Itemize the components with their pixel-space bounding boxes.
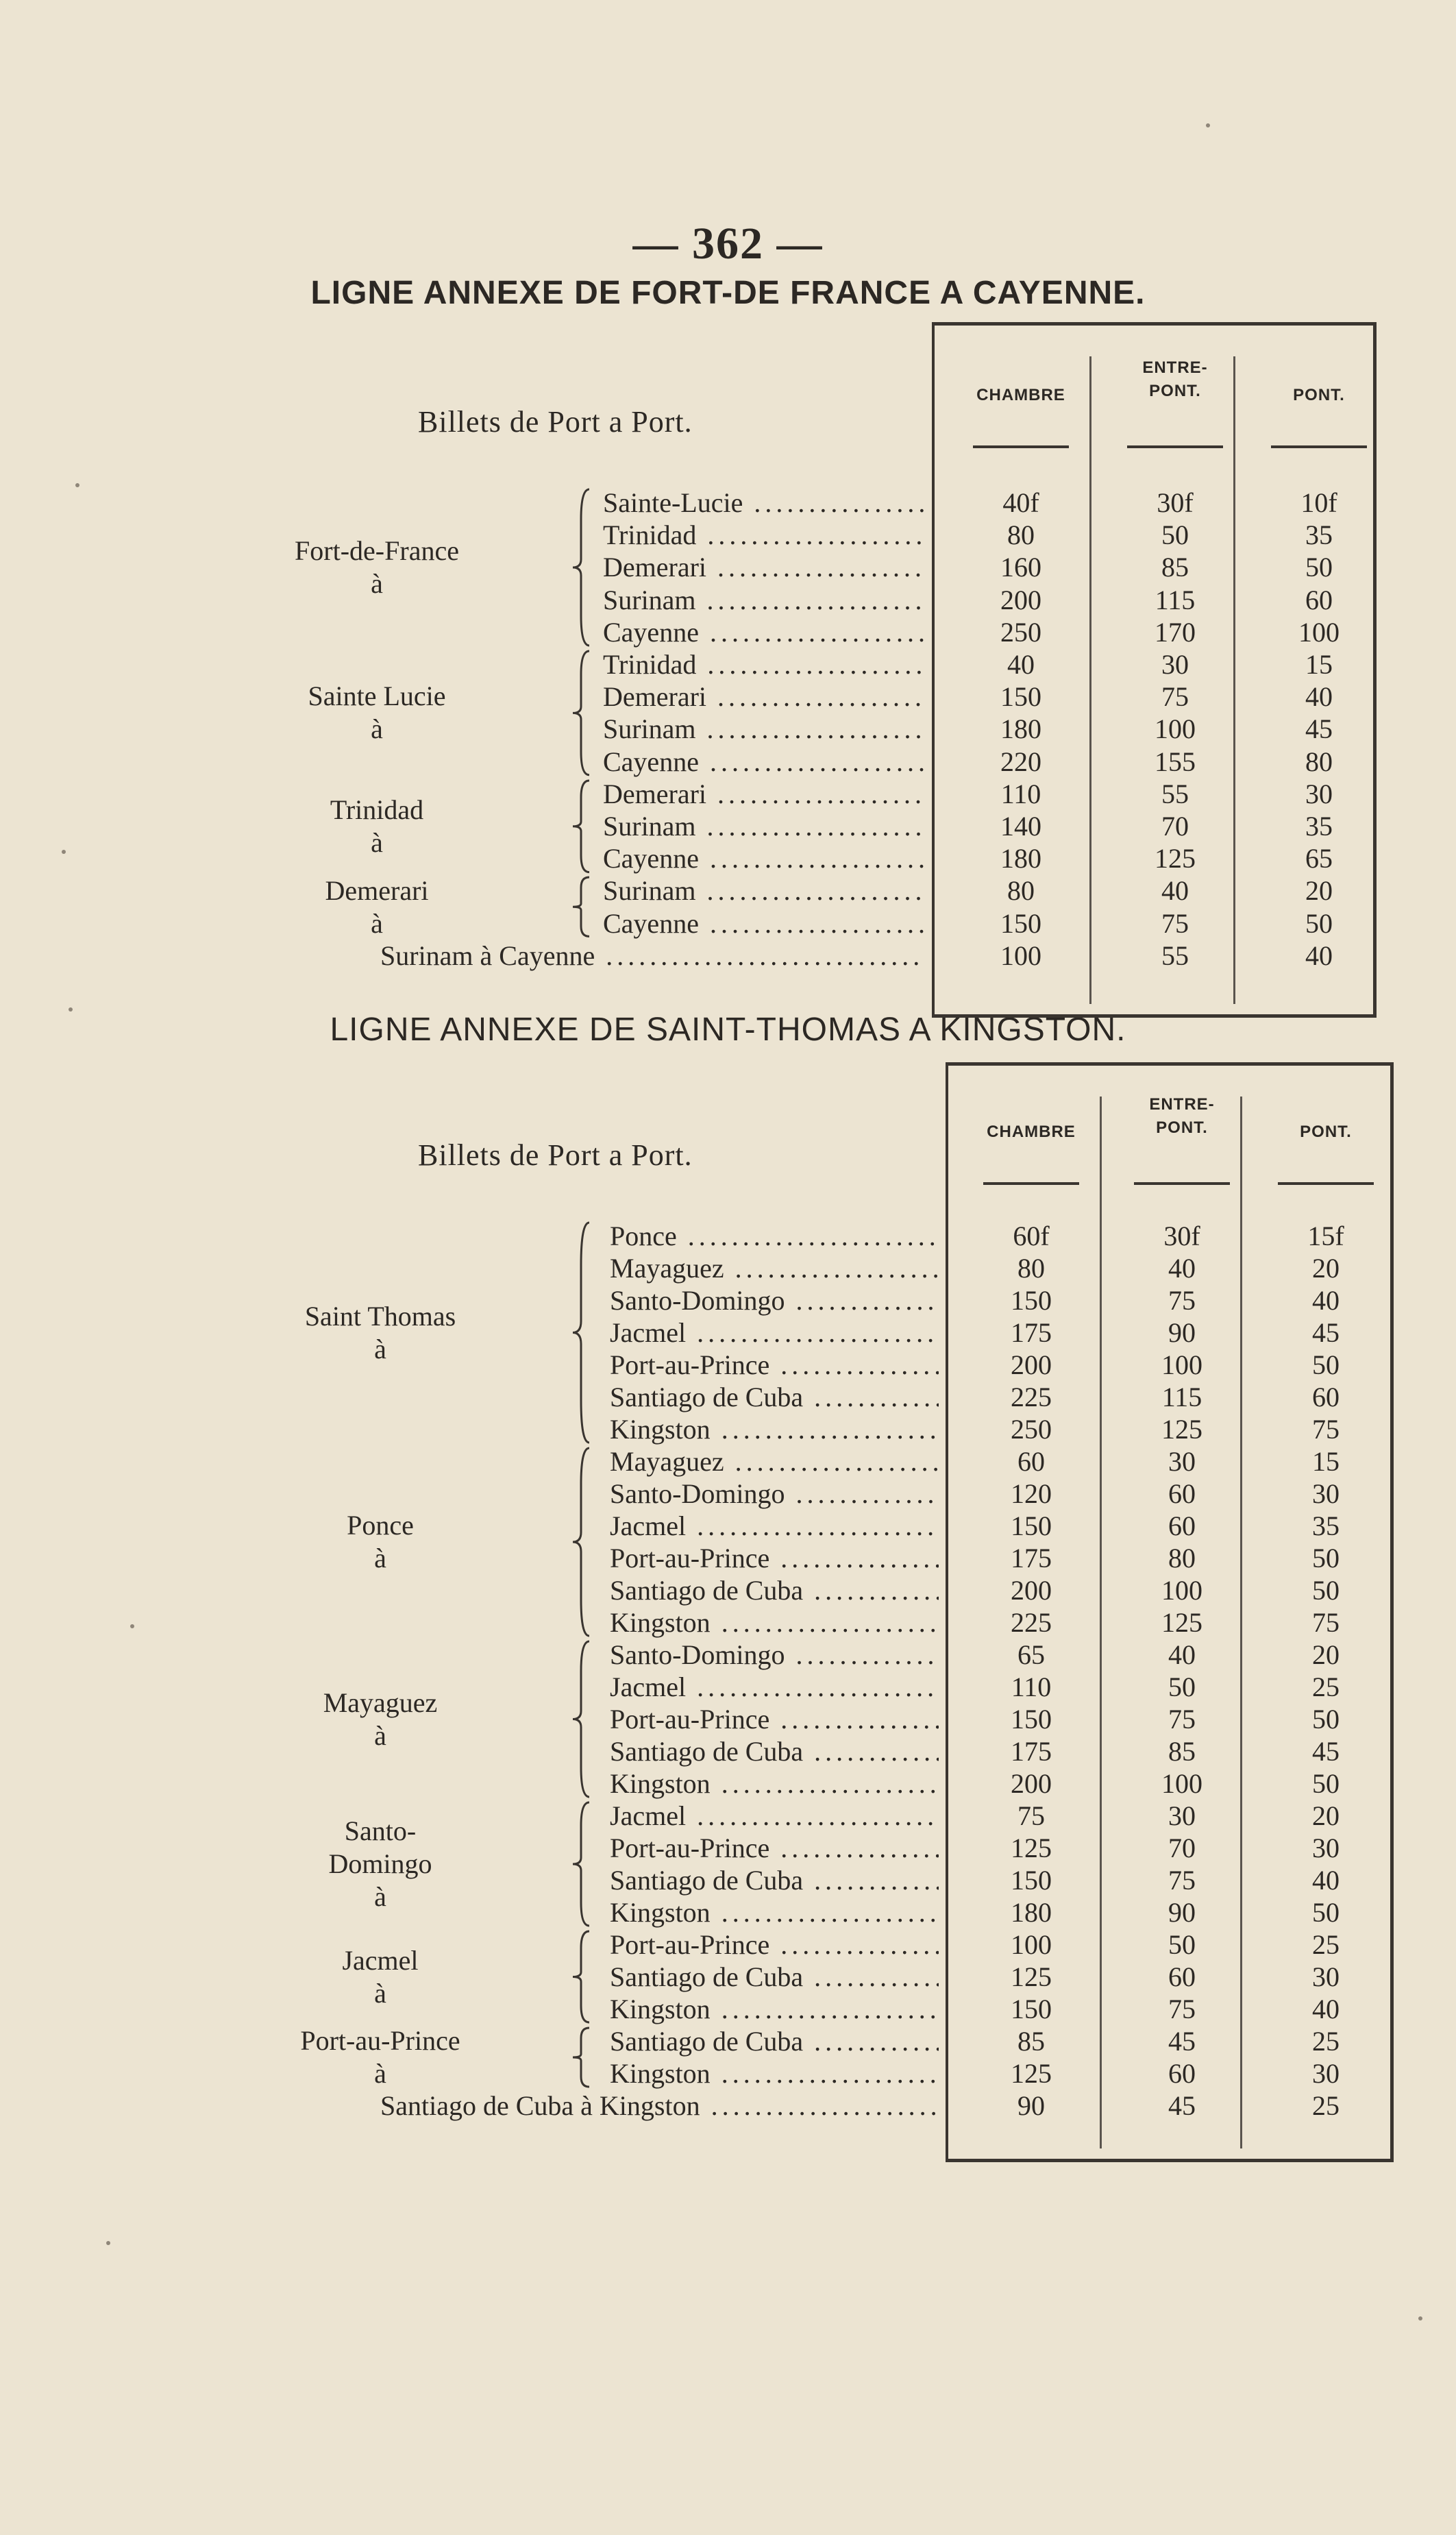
fare-chambre: 150 [1011, 1994, 1052, 2024]
destination-name: Port-au-Prince ..... [610, 1349, 939, 1382]
fare-pont: 40 [1312, 1865, 1340, 1896]
fare-chambre: 60 [1017, 1446, 1045, 1477]
header-rule [983, 1182, 1079, 1185]
destination-name: Kingston ..... [610, 1413, 939, 1446]
column-rule [1233, 356, 1235, 1004]
fare-entrepont: 30 [1161, 649, 1189, 680]
column-rule [1089, 356, 1091, 1004]
fare-pont: 30 [1312, 1478, 1340, 1509]
fare-entrepont: 75 [1168, 1865, 1196, 1896]
paper-speck [1418, 2316, 1422, 2320]
fare-entrepont: 75 [1161, 907, 1189, 939]
paper-speck [69, 1007, 73, 1012]
fare-chambre: 100 [1000, 940, 1041, 971]
fare-entrepont: 75 [1168, 1994, 1196, 2024]
origin-port: Santo- Domingo à [328, 1815, 432, 1912]
fare-pont: 45 [1312, 1736, 1340, 1767]
column-rule [1100, 1097, 1102, 2148]
fare-entrepont: 100 [1161, 1575, 1202, 1606]
fare-entrepont: 50 [1168, 1671, 1196, 1702]
destination-name: Cayenne ..... [603, 746, 925, 779]
fare-entrepont: 85 [1161, 552, 1189, 583]
fare-pont: 20 [1312, 1253, 1340, 1284]
route-label: Surinam à Cayenne ..... [380, 940, 925, 972]
origin-port: Jacmel à [342, 1944, 419, 2009]
fare-entrepont: 90 [1168, 1317, 1196, 1348]
group-brace [569, 874, 596, 939]
fare-entrepont: 55 [1161, 940, 1189, 971]
fare-entrepont: 30 [1168, 1800, 1196, 1831]
paper-speck [130, 1624, 134, 1628]
brace-path [573, 877, 589, 936]
fare-entrepont: 60 [1168, 1510, 1196, 1541]
destination-name: Santo-Domingo ..... [610, 1284, 939, 1317]
fare-chambre: 225 [1011, 1607, 1052, 1638]
fare-chambre: 110 [1000, 778, 1041, 809]
group-brace [569, 1928, 596, 2025]
origin-port: Demerari à [325, 874, 429, 939]
fare-entrepont: 30 [1168, 1446, 1196, 1477]
fare-entrepont: 50 [1161, 519, 1189, 551]
fare-pont: 50 [1305, 552, 1333, 583]
column-header-chambre: CHAMBRE [976, 386, 1065, 404]
fare-pont: 50 [1305, 907, 1333, 939]
destination-name: Santiago de Cuba ..... [610, 1574, 939, 1607]
destination-name: Jacmel ..... [610, 1671, 939, 1704]
fare-entrepont: 70 [1161, 811, 1189, 842]
fare-pont: 40 [1312, 1994, 1340, 2024]
column-header-entrepont: ENTRE- PONT. [1142, 358, 1208, 400]
fare-chambre: 200 [1011, 1768, 1052, 1799]
fare-chambre: 225 [1011, 1382, 1052, 1412]
fare-entrepont: 100 [1161, 1349, 1202, 1380]
fare-pont: 50 [1312, 1575, 1340, 1606]
billets-label: Billets de Port a Port. [418, 1138, 693, 1172]
column-header-pont: PONT. [1300, 1123, 1352, 1141]
fare-entrepont: 125 [1161, 1414, 1202, 1445]
origin-port: Fort-de-France à [295, 535, 459, 599]
paper-speck [75, 483, 79, 487]
destination-name: Santiago de Cuba ..... [610, 1961, 939, 1994]
destination-name: Cayenne ..... [603, 907, 925, 940]
destination-name: Ponce ..... [610, 1220, 939, 1253]
fare-chambre: 90 [1017, 2090, 1045, 2121]
fare-chambre: 80 [1007, 519, 1035, 551]
fare-entrepont: 60 [1168, 1478, 1196, 1509]
destination-name: Port-au-Prince ..... [610, 1832, 939, 1865]
group-brace [569, 778, 596, 875]
fare-chambre: 250 [1000, 616, 1041, 648]
group-brace [569, 1639, 596, 1800]
fare-pont: 100 [1298, 616, 1340, 648]
brace-path [573, 489, 589, 646]
group-brace [569, 648, 596, 778]
fare-pont: 50 [1312, 1897, 1340, 1928]
origin-port: Ponce à [347, 1510, 414, 1573]
fare-pont: 20 [1305, 875, 1333, 907]
route-label: Santiago de Cuba à Kingston ..... [380, 2090, 939, 2122]
destination-name: Port-au-Prince ..... [610, 1542, 939, 1575]
origin-port: Mayaguez à [323, 1687, 438, 1751]
fare-entrepont: 155 [1155, 746, 1196, 777]
destination-name: Kingston ..... [610, 1896, 939, 1929]
fare-chambre: 150 [1000, 681, 1041, 713]
header-rule [1271, 445, 1367, 448]
fare-entrepont: 70 [1168, 1833, 1196, 1863]
fare-entrepont: 170 [1155, 616, 1196, 648]
destination-name: Trinidad ..... [603, 648, 925, 681]
destination-name: Jacmel ..... [610, 1800, 939, 1833]
fare-chambre: 40f [1002, 487, 1039, 518]
fare-chambre: 200 [1000, 584, 1041, 615]
group-brace [569, 2025, 596, 2090]
fare-entrepont: 40 [1168, 1253, 1196, 1284]
fare-entrepont: 75 [1161, 681, 1189, 713]
fare-pont: 25 [1312, 2090, 1340, 2121]
destination-name: Santiago de Cuba ..... [610, 2025, 939, 2058]
fare-chambre: 180 [1000, 713, 1041, 745]
destination-name: Jacmel ..... [610, 1510, 939, 1543]
destination-name: Kingston ..... [610, 1606, 939, 1639]
column-header-pont: PONT. [1293, 386, 1345, 404]
fare-chambre: 150 [1011, 1704, 1052, 1735]
fare-chambre: 140 [1000, 811, 1041, 842]
fare-chambre: 110 [1011, 1671, 1052, 1702]
brace-path [573, 2028, 589, 2087]
fare-chambre: 175 [1011, 1543, 1052, 1573]
brace-path [573, 1931, 589, 2022]
fare-pont: 10f [1300, 487, 1337, 518]
fare-entrepont: 45 [1168, 2090, 1196, 2121]
fare-entrepont: 100 [1161, 1768, 1202, 1799]
fare-chambre: 200 [1011, 1575, 1052, 1606]
fare-pont: 35 [1312, 1510, 1340, 1541]
fare-chambre: 85 [1017, 2026, 1045, 2057]
group-brace [569, 487, 596, 648]
fare-pont: 35 [1305, 519, 1333, 551]
fare-pont: 75 [1312, 1414, 1340, 1445]
fare-entrepont: 100 [1155, 713, 1196, 745]
fare-chambre: 80 [1007, 875, 1035, 907]
column-header-chambre: CHAMBRE [987, 1123, 1076, 1141]
fare-entrepont: 115 [1161, 1382, 1202, 1412]
fare-entrepont: 60 [1168, 1961, 1196, 1992]
destination-name: Demerari ..... [603, 681, 925, 713]
destination-name: Port-au-Prince ..... [610, 1703, 939, 1736]
fare-chambre: 120 [1011, 1478, 1052, 1509]
brace-path [573, 651, 589, 775]
fare-pont: 25 [1312, 1671, 1340, 1702]
section-title-fort-de-france: LIGNE ANNEXE DE FORT-DE FRANCE A CAYENNE. [310, 275, 1146, 311]
destination-name: Jacmel ..... [610, 1317, 939, 1349]
destination-name: Sainte-Lucie ..... [603, 487, 925, 519]
group-brace [569, 1445, 596, 1639]
fare-pont: 80 [1305, 746, 1333, 777]
fare-pont: 45 [1312, 1317, 1340, 1348]
fare-pont: 50 [1312, 1704, 1340, 1735]
fare-pont: 50 [1312, 1349, 1340, 1380]
fare-chambre: 180 [1000, 843, 1041, 874]
header-rule [1278, 1182, 1374, 1185]
destination-name: Surinam ..... [603, 584, 925, 617]
fare-pont: 40 [1305, 940, 1333, 971]
header-rule [973, 445, 1069, 448]
brace-path [573, 1223, 589, 1443]
column-rule [1240, 1097, 1242, 2148]
fare-entrepont: 40 [1168, 1639, 1196, 1670]
fare-pont: 40 [1312, 1285, 1340, 1316]
fare-pont: 20 [1312, 1639, 1340, 1670]
section-title-saint-thomas: LIGNE ANNEXE DE SAINT-THOMAS A KINGSTON. [330, 1012, 1126, 1048]
destination-name: Surinam ..... [603, 874, 925, 907]
fare-entrepont: 115 [1155, 584, 1196, 615]
origin-port: Saint Thomas à [304, 1300, 456, 1364]
brace-path [573, 1448, 589, 1636]
destination-name: Kingston ..... [610, 1993, 939, 2026]
fare-pont: 15 [1312, 1446, 1340, 1477]
fare-chambre: 60f [1013, 1221, 1050, 1251]
brace-path [573, 781, 589, 872]
origin-port: Sainte Lucie à [308, 681, 446, 745]
destination-name: Kingston ..... [610, 1767, 939, 1800]
fare-entrepont: 75 [1168, 1285, 1196, 1316]
fare-entrepont: 125 [1161, 1607, 1202, 1638]
fare-chambre: 175 [1011, 1317, 1052, 1348]
destination-name: Surinam ..... [603, 713, 925, 746]
billets-label: Billets de Port a Port. [418, 405, 693, 439]
destination-name: Surinam ..... [603, 810, 925, 843]
destination-name: Santo-Domingo ..... [610, 1478, 939, 1510]
destination-name: Kingston ..... [610, 2057, 939, 2090]
fare-chambre: 150 [1011, 1510, 1052, 1541]
header-rule [1134, 1182, 1230, 1185]
paper-speck [1206, 123, 1210, 127]
fare-entrepont: 90 [1168, 1897, 1196, 1928]
destination-name: Port-au-Prince ..... [610, 1928, 939, 1961]
destination-name: Santiago de Cuba ..... [610, 1381, 939, 1414]
destination-name: Cayenne ..... [603, 842, 925, 875]
fare-entrepont: 80 [1168, 1543, 1196, 1573]
fare-pont: 25 [1312, 2026, 1340, 2057]
fare-chambre: 65 [1017, 1639, 1045, 1670]
fare-pont: 30 [1305, 778, 1333, 809]
fare-pont: 50 [1312, 1543, 1340, 1573]
destination-name: Mayaguez ..... [610, 1445, 939, 1478]
group-brace [569, 1220, 596, 1445]
brace-path [573, 1802, 589, 1926]
fare-pont: 30 [1312, 2058, 1340, 2089]
fare-chambre: 80 [1017, 1253, 1045, 1284]
fare-entrepont: 55 [1161, 778, 1189, 809]
column-header-entrepont: ENTRE- PONT. [1149, 1095, 1215, 1137]
page-number: — 362 — [632, 219, 824, 269]
fare-chambre: 125 [1011, 2058, 1052, 2089]
destination-name: Mayaguez ..... [610, 1252, 939, 1285]
fare-chambre: 175 [1011, 1736, 1052, 1767]
destination-name: Trinidad ..... [603, 519, 925, 552]
paper-speck [62, 850, 66, 854]
fare-pont: 30 [1312, 1833, 1340, 1863]
fare-pont: 60 [1312, 1382, 1340, 1412]
fare-entrepont: 85 [1168, 1736, 1196, 1767]
fare-pont: 40 [1305, 681, 1333, 713]
fare-pont: 30 [1312, 1961, 1340, 1992]
fare-chambre: 100 [1011, 1929, 1052, 1960]
fare-chambre: 150 [1011, 1285, 1052, 1316]
fare-pont: 15 [1305, 649, 1333, 680]
destination-name: Santo-Domingo ..... [610, 1639, 939, 1671]
fare-pont: 20 [1312, 1800, 1340, 1831]
fare-entrepont: 75 [1168, 1704, 1196, 1735]
paper-speck [106, 2241, 110, 2245]
brace-path [573, 1641, 589, 1797]
fare-entrepont: 125 [1155, 843, 1196, 874]
fare-chambre: 125 [1011, 1961, 1052, 1992]
fare-pont: 45 [1305, 713, 1333, 745]
fare-chambre: 150 [1000, 907, 1041, 939]
fare-pont: 35 [1305, 811, 1333, 842]
fare-chambre: 150 [1011, 1865, 1052, 1896]
fare-pont: 15f [1307, 1221, 1344, 1251]
destination-name: Demerari ..... [603, 778, 925, 811]
origin-port: Trinidad à [330, 794, 424, 858]
fare-chambre: 75 [1017, 1800, 1045, 1831]
destination-name: Santiago de Cuba ..... [610, 1864, 939, 1897]
fare-entrepont: 60 [1168, 2058, 1196, 2089]
fare-chambre: 200 [1011, 1349, 1052, 1380]
origin-port: Port-au-Prince à [300, 2025, 460, 2089]
fare-entrepont: 40 [1161, 875, 1189, 907]
fare-chambre: 40 [1007, 649, 1035, 680]
header-rule [1127, 445, 1223, 448]
fare-pont: 75 [1312, 1607, 1340, 1638]
fare-entrepont: 45 [1168, 2026, 1196, 2057]
fare-entrepont: 30f [1163, 1221, 1200, 1251]
fare-entrepont: 30f [1157, 487, 1194, 518]
fare-chambre: 125 [1011, 1833, 1052, 1863]
destination-name: Santiago de Cuba ..... [610, 1735, 939, 1768]
group-brace [569, 1800, 596, 1928]
fare-entrepont: 50 [1168, 1929, 1196, 1960]
fare-chambre: 160 [1000, 552, 1041, 583]
fare-pont: 60 [1305, 584, 1333, 615]
fare-pont: 65 [1305, 843, 1333, 874]
fare-pont: 25 [1312, 1929, 1340, 1960]
fare-chambre: 220 [1000, 746, 1041, 777]
destination-name: Demerari ..... [603, 551, 925, 584]
fare-pont: 50 [1312, 1768, 1340, 1799]
fare-chambre: 180 [1011, 1897, 1052, 1928]
fare-chambre: 250 [1011, 1414, 1052, 1445]
destination-name: Cayenne ..... [603, 616, 925, 649]
